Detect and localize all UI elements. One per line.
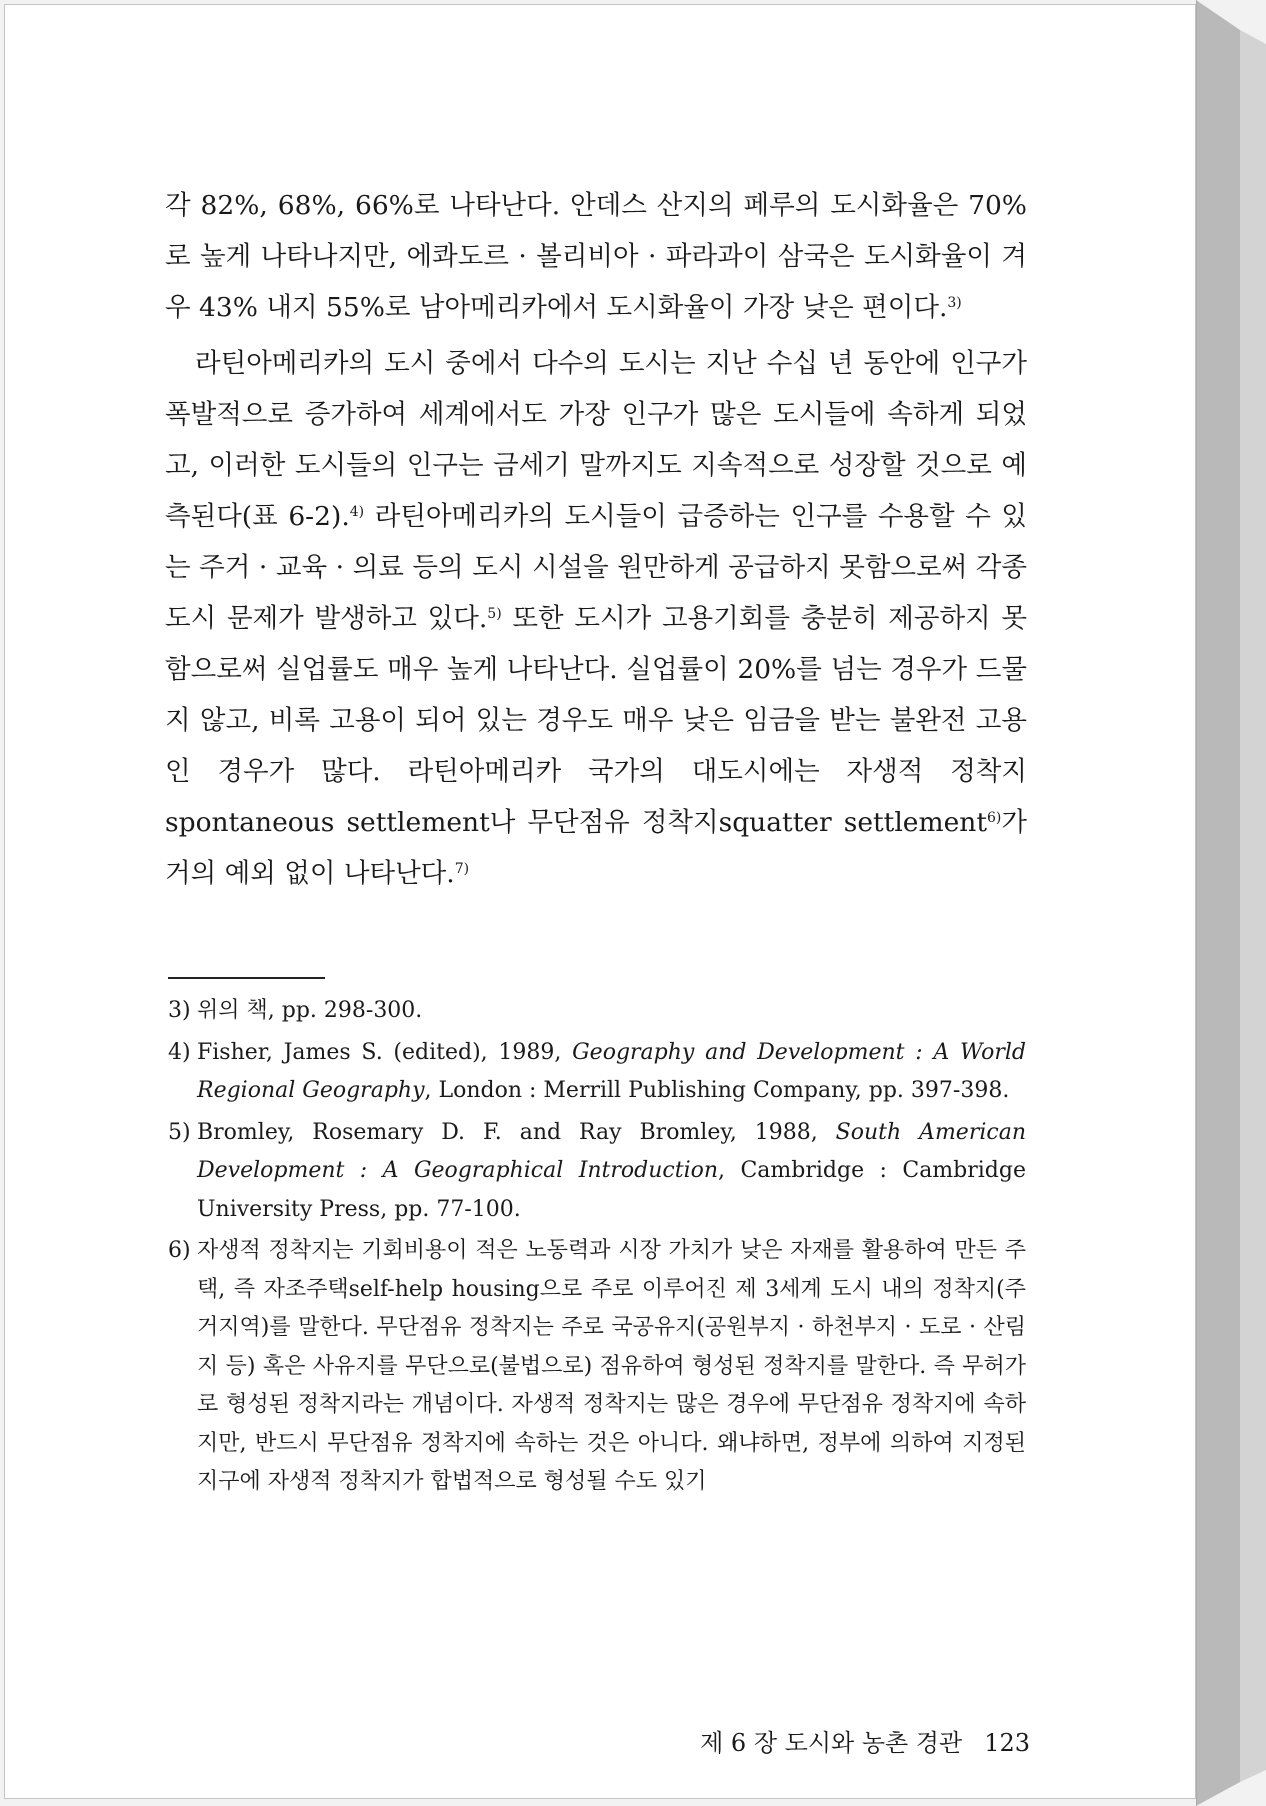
footnote-5 [168, 1114, 1026, 1230]
footnote-number: 6) [168, 1238, 191, 1263]
footnote-text: Bromley, Rosemary D. F. and Ray Bromley, 1988, South American Development : A Geographical Introduction, Cambridge : Cambridge University Press, pp. 77-100. [197, 1119, 1026, 1222]
book-title: South American Development : A Geographical Introduction [197, 1119, 1026, 1183]
footnote-number: 5) [168, 1119, 191, 1145]
footnote-number: 4) [168, 1039, 191, 1065]
footnote-ref-7[interactable]: 7) [454, 861, 470, 877]
footnote-ref-5[interactable]: 5) [487, 606, 502, 622]
paragraph-2: 라틴아메리카의 도시 중에서 다수의 도시는 지난 수십 년 동안에 인구가 폭발적으로 증가하여 세계에서도 가장 인구가 많은 도시들에 속하게 되었고, 이러한 도시들의 인구는 금세기 말까지도 지속적으로 성장할 것으로 예측된다(표 6-2).$^{4)}$ 라틴아메리카의 도시들이 급증하는 인구를 수용할 수 있는 주거 · 교육 · 의료 등의 도시 시설을 원만하게 공급하지 못함으로써 각종 도시 문제가 발생하고 있다.$^{5)}$ 또한 도시가 고용기회를 충분히 제공하지 못함으로써 실업률도 매우 높게 나타난다. 실업률이 20%를 넘는 경우가 드물지 않고, 비록 고용이 되어 있는 경우도 매우 낮은 임금을 받는 불완전 고용인 경우가 많다. 라틴아메리카 국가의 대도시에는 자생적 정착지spontaneous settlement나 무단점유 정착지squatter settlement$^{6)}$가 거의 예외 없이 나타난다.$^{7)}$ [165, 348, 1027, 889]
footnote-ref-4[interactable]: 4) [349, 504, 365, 520]
footnote-6 [168, 1232, 1026, 1502]
footnote-3 [168, 992, 1026, 1031]
paragraph-1: 각 82%, 68%, 66%로 나타난다. 안데스 산지의 페루의 도시화율은 70%로 높게 나타나지만, 에콰도르 · 볼리비아 · 파라과이 삼국은 도시화율이 겨우 43% 내지 55%로 남아메리카에서 도시화율이 가장 낮은 편이다.$^{3)}$ [165, 190, 1027, 323]
page-number: 123 [984, 1729, 1030, 1757]
footnote-text: Fisher, James S. (edited), 1989, Geography and Development : A World Regional Geography, London : Merrill Publishing Company, pp. 397-398. [197, 1039, 1026, 1103]
page-footer [640, 1723, 1030, 1758]
footnote-ref-3[interactable]: 3) [947, 295, 962, 311]
footnote-text: 위의 책, pp. 298-300. [197, 998, 423, 1023]
page-edge-shadow [1196, 0, 1266, 1806]
footnote-4 [168, 1034, 1026, 1111]
chapter-title: 제 6 장 도시와 농촌 경관 [700, 1729, 963, 1757]
footnote-number: 3) [168, 998, 191, 1023]
footnote-divider [168, 977, 325, 979]
footnote-text: 자생적 정착지는 기회비용이 적은 노동력과 시장 가치가 낮은 자재를 활용하여 만든 주택, 즉 자조주택self-help housing으로 주로 이루어진 제 3세계 도시 내의 정착지(주거지역)를 말한다. 무단점유 정착지는 주로 국공유지(공원부지 · 하천부지 · 도로 · 산림지 등) 혹은 사유지를 무단으로(불법으로) 점유하여 형성된 정착지를 말한다. 즉 무허가로 형성된 정착지라는 개념이다. 자생적 정착지는 많은 경우에 무단점유 정착지에 속하지만, 반드시 무단점유 정착지에 속하는 것은 아니다. 왜냐하면, 정부에 의하여 지정된 지구에 자생적 정착지가 합법적으로 형성될 수도 있기 [197, 1238, 1026, 1494]
body-text [165, 180, 1027, 904]
footnote-ref-6[interactable]: 6) [987, 810, 1002, 826]
book-title: Geography and Development : A World Regional Geography [197, 1039, 1026, 1103]
footnotes [168, 992, 1026, 1505]
